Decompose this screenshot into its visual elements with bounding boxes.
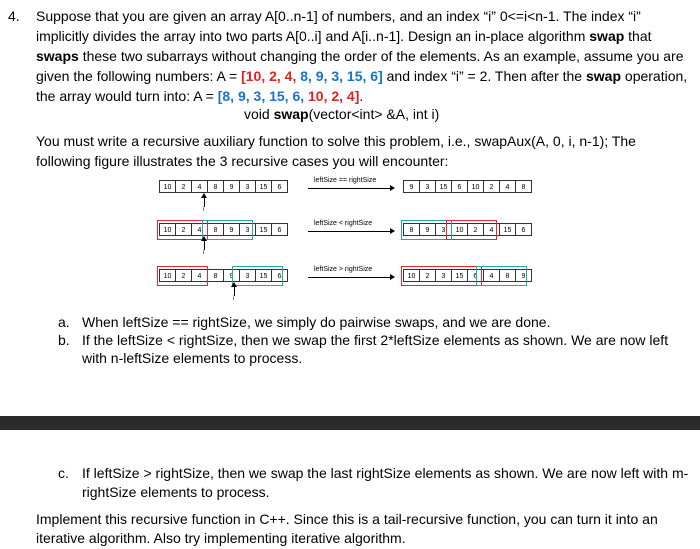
result-right-part: 10, 2, 4]	[304, 88, 360, 104]
left-array-row	[160, 180, 288, 193]
array-cell: 10	[451, 223, 468, 236]
problem-line-5	[36, 86, 363, 106]
right-array-row	[404, 180, 532, 193]
transition-label: leftSize < rightSize	[314, 220, 373, 227]
array-cell: 6	[271, 180, 288, 193]
array-cell: 2	[467, 223, 484, 236]
array-cell: 9	[515, 269, 532, 282]
array-cell: 6	[467, 269, 484, 282]
item-c-marker: c.	[58, 465, 69, 481]
array-cell: 10	[403, 269, 420, 282]
array-cell: 3	[419, 180, 436, 193]
array-cell: 15	[451, 269, 468, 282]
array-right-part: 8, 9, 3, 15, 6]	[296, 68, 383, 84]
array-cell: 8	[515, 180, 532, 193]
problem-line-5-text: the array would turn into: A =	[36, 88, 218, 104]
array-cell: 15	[255, 223, 272, 236]
array-cell: 6	[451, 180, 468, 193]
transition-arrow	[308, 231, 394, 232]
array-cell: 10	[467, 180, 484, 193]
intro-line-2: following figure illustrates the 3 recursive cases you will encounter:	[36, 153, 449, 169]
array-cell: 9	[223, 269, 240, 282]
array-cell: 3	[239, 180, 256, 193]
problem-line-3-text: these two subarrays without changing the order of the elements. As an example, assume you are	[82, 48, 684, 64]
highlight-box	[476, 266, 527, 286]
item-a-marker: a.	[58, 314, 70, 330]
transition-arrow	[308, 277, 394, 278]
array-cell: 3	[239, 223, 256, 236]
page-divider	[0, 416, 700, 430]
problem-line-2-end: that	[628, 28, 652, 44]
problem-number: 4.	[8, 8, 20, 24]
intro-line-1: You must write a recursive auxiliary function to solve this problem, i.e., swapAux(A, 0, i, n-1); The	[36, 133, 636, 149]
problem-line-5-end: .	[359, 88, 364, 104]
index-pointer	[204, 197, 205, 207]
problem-line-4	[36, 66, 687, 86]
problem-line-4-mid: and index “i” = 2. Then after the	[382, 68, 586, 84]
index-pointer-label: i	[203, 207, 205, 213]
index-pointer	[204, 240, 205, 250]
array-cell: 3	[435, 269, 452, 282]
index-pointer-label: i	[203, 250, 205, 256]
highlight-box	[202, 220, 253, 240]
array-cell: 2	[175, 180, 192, 193]
item-b-marker: b.	[58, 332, 70, 348]
array-cell: 2	[483, 180, 500, 193]
array-cell: 2	[175, 223, 192, 236]
array-cell: 3	[435, 223, 452, 236]
array-cell: 15	[255, 180, 272, 193]
highlight-box	[157, 266, 208, 286]
array-cell: 8	[207, 223, 224, 236]
array-cell: 6	[515, 223, 532, 236]
array-cell: 9	[223, 223, 240, 236]
array-cell: 4	[483, 269, 500, 282]
problem-line-2-text: implicitly divides the array into two parts A[0..i] and A[i..n-1]. Design an in-place algorithm	[36, 28, 586, 44]
problem-line-4-end: operation,	[621, 68, 688, 84]
item-c-text: If leftSize > rightSize, then we swap the last rightSize elements as shown. We are now left with m-	[82, 465, 689, 481]
transition-arrow	[308, 188, 394, 189]
array-cell: 10	[159, 223, 176, 236]
highlight-box	[401, 266, 482, 286]
array-cell: 4	[191, 180, 208, 193]
array-cell: 9	[403, 180, 420, 193]
index-pointer	[234, 286, 235, 296]
closing-line-2: iterative algorithm. Also try implementing iterative algorithm.	[36, 530, 406, 546]
index-pointer-label: i	[233, 296, 235, 302]
array-left-part: [10, 2, 4,	[241, 68, 297, 84]
array-cell: 6	[271, 269, 288, 282]
array-cell: 9	[223, 180, 240, 193]
array-cell: 15	[435, 180, 452, 193]
array-cell: 4	[483, 223, 500, 236]
problem-line-2	[36, 26, 652, 46]
array-cell: 8	[207, 269, 224, 282]
item-b-text-2: with n-leftSize elements to process.	[82, 350, 303, 366]
signature-name: swap	[273, 106, 309, 122]
array-cell: 15	[499, 223, 516, 236]
array-cell: 8	[403, 223, 420, 236]
swaps-keyword: swaps	[36, 48, 79, 64]
array-cell: 10	[159, 180, 176, 193]
item-b-text: If the leftSize < rightSize, then we swap the first 2*leftSize elements as shown. We are now left	[82, 332, 669, 348]
array-cell: 4	[499, 180, 516, 193]
function-signature	[244, 104, 439, 124]
transition-label: leftSize == rightSize	[314, 177, 377, 184]
highlight-box	[232, 266, 283, 286]
result-left-part: [8, 9, 3, 15, 6,	[217, 88, 305, 104]
array-cell: 6	[271, 223, 288, 236]
highlight-box	[401, 220, 452, 240]
item-c-text-2: rightSize elements to process.	[82, 484, 270, 500]
array-cell: 8	[499, 269, 516, 282]
transition-label: leftSize > rightSize	[314, 266, 373, 273]
swap-keyword-2: swap	[586, 68, 622, 84]
array-cell: 3	[239, 269, 256, 282]
problem-line-4-text: given the following numbers: A =	[36, 68, 242, 84]
array-cell: 9	[419, 223, 436, 236]
signature-params: (vector<int> &A, int i)	[308, 106, 440, 122]
swap-keyword: swap	[589, 28, 625, 44]
array-cell: 15	[255, 269, 272, 282]
array-cell: 2	[419, 269, 436, 282]
signature-return: void	[244, 106, 274, 122]
array-cell: 8	[207, 180, 224, 193]
array-cell: 2	[175, 269, 192, 282]
problem-line-3	[36, 46, 684, 66]
array-cell: 10	[159, 269, 176, 282]
array-cell: 4	[191, 269, 208, 282]
closing-line-1: Implement this recursive function in C++. Since this is a tail-recursive function, you can turn it into an	[36, 511, 658, 527]
highlight-box	[446, 220, 497, 240]
problem-line-1: Suppose that you are given an array A[0..n-1] of numbers, and an index “i” 0<=i<n-1. The index “i”	[36, 8, 641, 24]
array-cell: 4	[191, 223, 208, 236]
item-a-text: When leftSize == rightSize, we simply do pairwise swaps, and we are done.	[82, 314, 551, 330]
